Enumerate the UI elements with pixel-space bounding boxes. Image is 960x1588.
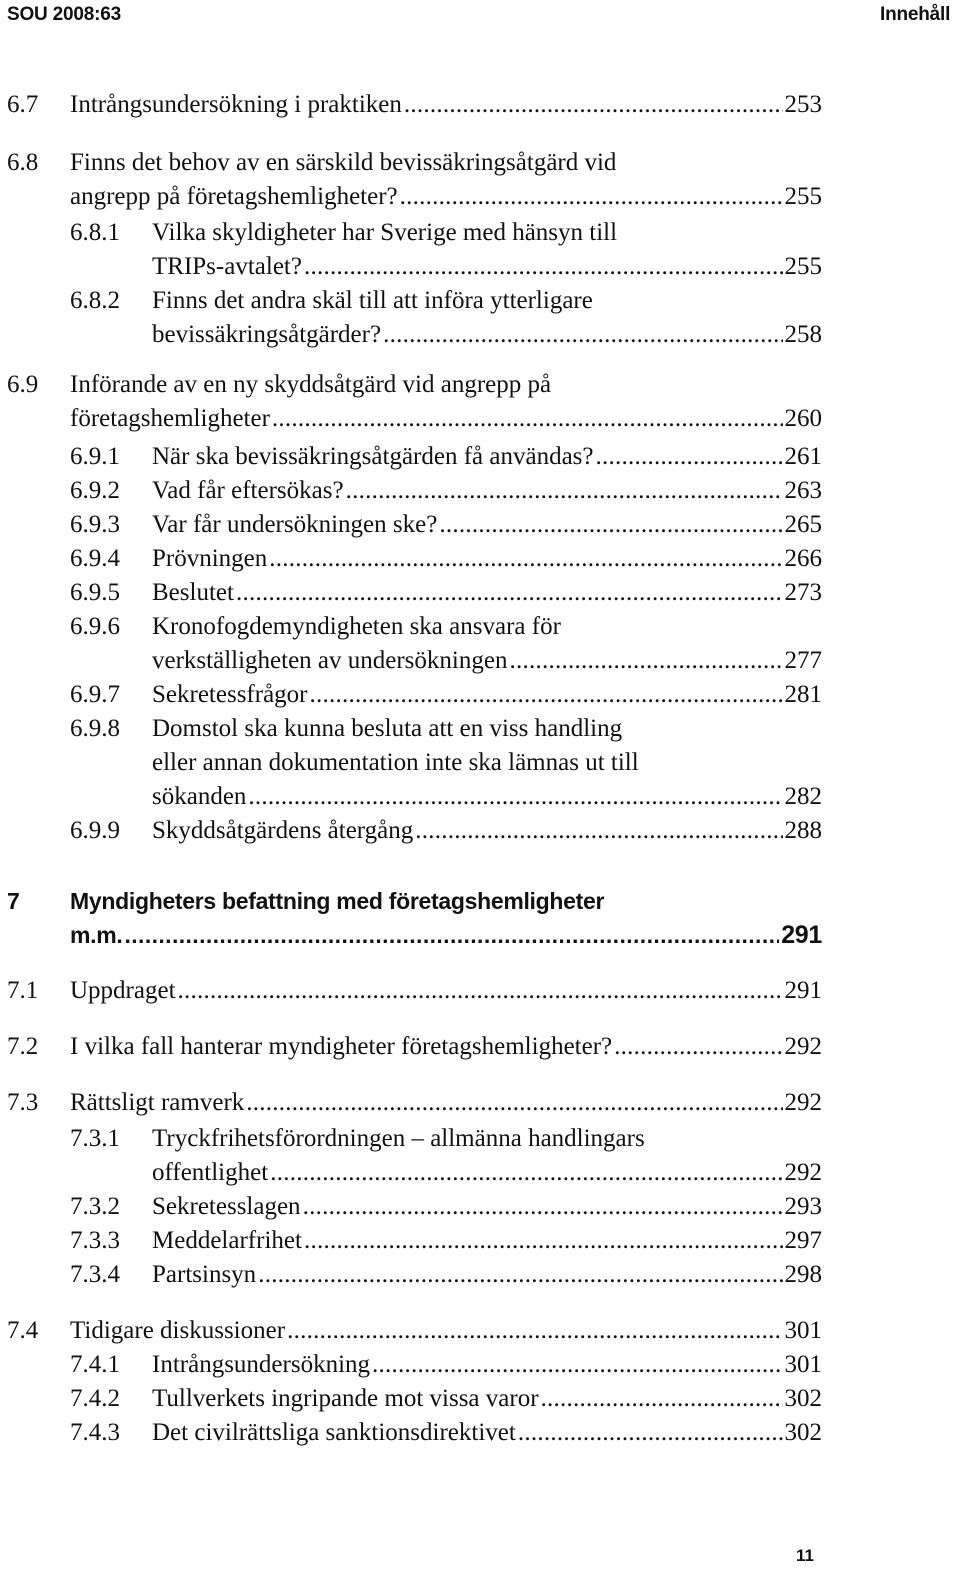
toc-entry-title-line: Vilka skyldigheter har Sverige med hänsyn till bbox=[152, 219, 618, 246]
toc-entry-title-line: Kronofogdemyndigheten ska ansvara för bbox=[152, 613, 561, 640]
toc-entry-page: 292 bbox=[784, 1033, 822, 1060]
dot-leader bbox=[400, 180, 783, 214]
toc-entry-page: 292 bbox=[784, 1159, 822, 1186]
toc-entry-title-line: Intrångsundersökning i praktiken bbox=[70, 91, 402, 118]
toc-entry bbox=[0, 146, 960, 210]
toc-entry-page: 277 bbox=[784, 647, 822, 674]
running-header-right: Innehåll bbox=[880, 4, 951, 25]
toc-entry-number: 6.9.4 bbox=[70, 545, 120, 572]
toc-entry-page: 301 bbox=[784, 1351, 822, 1378]
toc-entry-title bbox=[152, 712, 822, 814]
toc-entry bbox=[0, 474, 960, 508]
toc-entry-title-line: Vad får eftersökas? bbox=[152, 477, 344, 504]
toc-entry-title bbox=[152, 814, 822, 848]
toc-entry bbox=[0, 1314, 960, 1348]
dot-leader bbox=[236, 576, 783, 610]
toc-entry bbox=[0, 1258, 960, 1292]
dot-leader bbox=[404, 88, 783, 122]
dot-leader bbox=[270, 1156, 782, 1190]
toc-entry bbox=[0, 974, 960, 1008]
toc-entry-title bbox=[152, 216, 822, 284]
toc-entry-page: 281 bbox=[784, 681, 822, 708]
toc-entry-title-line: Tidigare diskussioner bbox=[70, 1317, 286, 1344]
toc-entry-number: 6.8.1 bbox=[70, 219, 120, 246]
toc-entry-title bbox=[70, 1314, 822, 1348]
toc-entry-title-line: Myndigheters befattning med företagshemligheter bbox=[70, 888, 605, 914]
toc-entry-title-line: angrepp på företagshemligheter? bbox=[70, 183, 398, 210]
dot-leader bbox=[415, 814, 782, 848]
toc-entry bbox=[0, 368, 960, 432]
toc-entry-title bbox=[70, 974, 822, 1008]
toc-entry-title bbox=[70, 146, 822, 214]
toc-entry-title-line: Finns det behov av en särskild bevissäkringsåtgärd vid bbox=[70, 149, 617, 176]
toc-entry-title-line: Det civilrättsliga sanktionsdirektivet bbox=[152, 1419, 516, 1446]
dot-leader bbox=[124, 918, 779, 952]
toc-entry-title-line: m.m. bbox=[70, 922, 123, 948]
toc-entry-number: 7.4.1 bbox=[70, 1351, 120, 1378]
toc-entry-page: 261 bbox=[784, 443, 822, 470]
toc-entry-page: 291 bbox=[781, 921, 822, 949]
dot-leader bbox=[541, 1382, 783, 1416]
toc-entry-title-line: Skyddsåtgärdens återgång bbox=[152, 817, 414, 844]
toc-entry bbox=[0, 508, 960, 542]
toc-entry bbox=[0, 1416, 960, 1450]
toc-entry bbox=[0, 610, 960, 674]
toc-entry bbox=[0, 88, 960, 122]
toc-entry bbox=[0, 1382, 960, 1416]
toc-entry-page: 255 bbox=[784, 183, 822, 210]
toc-entry bbox=[0, 712, 960, 810]
toc-entry-page: 265 bbox=[784, 511, 822, 538]
toc-entry-title bbox=[152, 1382, 822, 1416]
toc-entry-page: 263 bbox=[784, 477, 822, 504]
toc-entry-title-line: Tullverkets ingripande mot vissa varor bbox=[152, 1385, 539, 1412]
toc-entry-number: 7.1 bbox=[7, 977, 39, 1004]
toc-entry-page: 302 bbox=[784, 1419, 822, 1446]
toc-entry-title-line: företagshemligheter bbox=[70, 405, 270, 432]
toc-entry-title-line: Uppdraget bbox=[70, 977, 176, 1004]
dot-leader bbox=[509, 644, 782, 678]
toc-entry-title bbox=[152, 1416, 822, 1450]
toc-entry-number: 6.8.2 bbox=[70, 287, 120, 314]
toc-entry-title-line: Var får undersökningen ske? bbox=[152, 511, 438, 538]
toc-entry-title bbox=[152, 1224, 822, 1258]
toc-entry-title bbox=[152, 542, 822, 576]
toc-entry-number: 6.8 bbox=[7, 149, 39, 176]
toc-entry-title bbox=[70, 368, 822, 436]
dot-leader bbox=[178, 974, 783, 1008]
toc-entry-number: 7.3.2 bbox=[70, 1193, 120, 1220]
toc-entry bbox=[0, 284, 960, 348]
page-number: 11 bbox=[796, 1546, 814, 1565]
toc-entry bbox=[0, 1224, 960, 1258]
running-header-left: SOU 2008:63 bbox=[7, 4, 121, 25]
toc-entry-page: 298 bbox=[784, 1261, 822, 1288]
dot-leader bbox=[304, 250, 783, 284]
dot-leader bbox=[258, 1258, 782, 1292]
toc-entry bbox=[0, 1348, 960, 1382]
toc-entry-page: 291 bbox=[784, 977, 822, 1004]
dot-leader bbox=[269, 542, 782, 576]
toc-entry-number: 6.9.1 bbox=[70, 443, 120, 470]
toc-entry-title-line: Meddelarfrihet bbox=[152, 1227, 302, 1254]
toc-entry-page: 266 bbox=[784, 545, 822, 572]
toc-entry-page: 258 bbox=[784, 321, 822, 348]
toc-entry bbox=[0, 216, 960, 280]
toc-entry-title-line: sökanden bbox=[152, 783, 247, 810]
toc-entry bbox=[0, 1030, 960, 1064]
toc-entry-title-line: I vilka fall hanterar myndigheter företagshemligheter? bbox=[70, 1033, 613, 1060]
toc-entry-title bbox=[152, 440, 822, 474]
toc-entry-title-line: Beslutet bbox=[152, 579, 234, 606]
toc-entry bbox=[0, 678, 960, 712]
toc-entry-title-line: När ska bevissäkringsåtgärden få användas? bbox=[152, 443, 594, 470]
toc-entry-page: 288 bbox=[784, 817, 822, 844]
toc-entry-title bbox=[70, 88, 822, 122]
dot-leader bbox=[287, 1314, 782, 1348]
dot-leader bbox=[596, 440, 783, 474]
toc-entry-page: 302 bbox=[784, 1385, 822, 1412]
toc-entry-title bbox=[152, 1190, 822, 1224]
toc-entry-title-line: Intrångsundersökning bbox=[152, 1351, 371, 1378]
toc-entry bbox=[0, 1086, 960, 1120]
toc-entry-title bbox=[70, 1030, 822, 1064]
toc-entry-title-line: Sekretesslagen bbox=[152, 1193, 301, 1220]
toc-entry-number: 6.9.9 bbox=[70, 817, 120, 844]
toc-entry-title bbox=[70, 884, 822, 952]
toc-entry-number: 6.9.5 bbox=[70, 579, 120, 606]
toc-entry-number: 6.7 bbox=[7, 91, 39, 118]
toc-entry bbox=[0, 576, 960, 610]
toc-entry-title-line: Domstol ska kunna besluta att en viss handling bbox=[152, 715, 623, 742]
dot-leader bbox=[248, 780, 782, 814]
toc-entry-page: 301 bbox=[784, 1317, 822, 1344]
toc-entry-title-line: Partsinsyn bbox=[152, 1261, 257, 1288]
toc-entry-number: 7.4.2 bbox=[70, 1385, 120, 1412]
dot-leader bbox=[246, 1086, 782, 1120]
toc-entry-number: 6.9.2 bbox=[70, 477, 120, 504]
toc-entry-number: 7.4 bbox=[7, 1317, 39, 1344]
toc-entry-title bbox=[152, 474, 822, 508]
toc-entry-number: 6.9.3 bbox=[70, 511, 120, 538]
toc-entry-number: 7.3 bbox=[7, 1089, 39, 1116]
toc-entry-page: 255 bbox=[784, 253, 822, 280]
dot-leader bbox=[383, 318, 782, 352]
toc-entry-title-line: eller annan dokumentation inte ska lämnas ut till bbox=[152, 749, 639, 776]
toc-entry-title bbox=[152, 508, 822, 542]
toc-entry-title-line: Sekretessfrågor bbox=[152, 681, 308, 708]
toc-entry-title-line: bevissäkringsåtgärder? bbox=[152, 321, 382, 348]
toc-entry-number: 7.3.4 bbox=[70, 1261, 120, 1288]
toc-entry-title bbox=[70, 1086, 822, 1120]
toc-entry-title bbox=[152, 284, 822, 352]
dot-leader bbox=[303, 1190, 783, 1224]
dot-leader bbox=[346, 474, 783, 508]
dot-leader bbox=[304, 1224, 783, 1258]
toc-entry-title bbox=[152, 1258, 822, 1292]
toc-entry-title-line: Finns det andra skäl till att införa ytterligare bbox=[152, 287, 593, 314]
dot-leader bbox=[518, 1416, 783, 1450]
toc-entry-page: 282 bbox=[784, 783, 822, 810]
toc-entry bbox=[0, 440, 960, 474]
toc-entry bbox=[0, 814, 960, 848]
toc-entry-title-line: offentlighet bbox=[152, 1159, 269, 1186]
toc-entry-number: 7.3.3 bbox=[70, 1227, 120, 1254]
dot-leader bbox=[272, 402, 783, 436]
toc-entry-page: 292 bbox=[784, 1089, 822, 1116]
toc-entry-number: 6.9.8 bbox=[70, 715, 120, 742]
toc-entry-number: 6.9 bbox=[7, 371, 39, 398]
toc-entry-title-line: Prövningen bbox=[152, 545, 268, 572]
toc-entry bbox=[0, 542, 960, 576]
toc-entry-number: 7.4.3 bbox=[70, 1419, 120, 1446]
toc-entry-page: 293 bbox=[784, 1193, 822, 1220]
toc-entry-number: 7.3.1 bbox=[70, 1125, 120, 1152]
toc-entry-number: 6.9.6 bbox=[70, 613, 120, 640]
toc-entry-number: 7 bbox=[7, 888, 20, 914]
dot-leader bbox=[439, 508, 782, 542]
toc-entry-title-line: Tryckfrihetsförordningen – allmänna handlingars bbox=[152, 1125, 645, 1152]
toc-entry-title bbox=[152, 1348, 822, 1382]
toc-entry bbox=[0, 1190, 960, 1224]
dot-leader bbox=[310, 678, 783, 712]
toc-entry bbox=[0, 1122, 960, 1186]
toc-entry-title bbox=[152, 610, 822, 678]
dot-leader bbox=[372, 1348, 782, 1382]
toc-entry-page: 297 bbox=[784, 1227, 822, 1254]
toc-entry-number: 7.2 bbox=[7, 1033, 39, 1060]
toc-entry-title-line: Införande av en ny skyddsåtgärd vid angrepp på bbox=[70, 371, 552, 398]
toc-entry-title-line: verkställigheten av undersökningen bbox=[152, 647, 508, 674]
toc-entry-title-line: TRIPs-avtalet? bbox=[152, 253, 302, 280]
toc-entry-title bbox=[152, 1122, 822, 1190]
dot-leader bbox=[614, 1030, 782, 1064]
toc-entry-title bbox=[152, 678, 822, 712]
toc-entry-title-line: Rättsligt ramverk bbox=[70, 1089, 245, 1116]
toc-entry-number: 6.9.7 bbox=[70, 681, 120, 708]
toc-entry-page: 273 bbox=[784, 579, 822, 606]
toc-entry-page: 253 bbox=[784, 91, 822, 118]
toc-entry-title bbox=[152, 576, 822, 610]
toc-entry-page: 260 bbox=[784, 405, 822, 432]
toc-chapter-entry bbox=[0, 884, 960, 949]
